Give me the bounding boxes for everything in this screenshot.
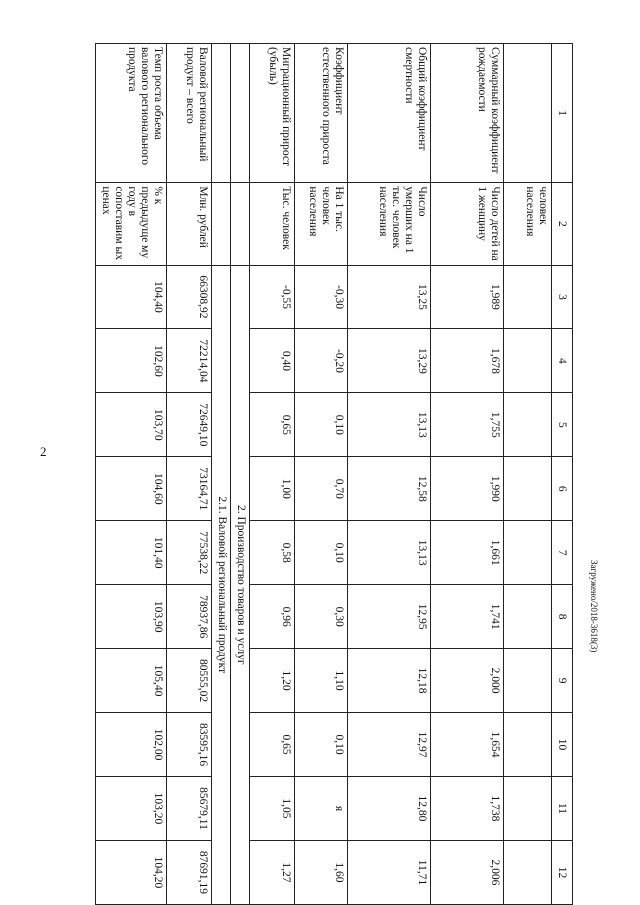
- section-title: 2. Производство товаров и услуг: [231, 265, 250, 904]
- value-cell: 13,13: [348, 393, 431, 457]
- value-cell: 12,18: [348, 649, 431, 713]
- table-row: [504, 44, 552, 905]
- value-cell: 105,40: [96, 649, 167, 713]
- row-unit: На 1 тыс. человек населения: [295, 183, 348, 265]
- table-row: [348, 44, 431, 905]
- value-cell: 2,000: [431, 649, 504, 713]
- header-cell: 2: [552, 183, 573, 265]
- upload-stamp: [587, 560, 601, 860]
- value-cell: 80555,02: [167, 649, 212, 713]
- value-cell: 104,40: [96, 265, 167, 329]
- value-cell: 1,661: [431, 521, 504, 585]
- row-label: Общий коэффициент смертности: [348, 44, 431, 183]
- value-cell: 1,00: [250, 457, 295, 521]
- header-cell: 4: [552, 329, 573, 393]
- row-label: Темп роста объема валового регионального продукта: [96, 44, 167, 183]
- value-cell: [504, 393, 552, 457]
- row-unit: Тыс. человек: [250, 183, 295, 265]
- value-cell: 11,71: [348, 840, 431, 904]
- value-cell: 66308,92: [167, 265, 212, 329]
- value-cell: 1,05: [250, 777, 295, 841]
- value-cell: 1,755: [431, 393, 504, 457]
- value-cell: 101,40: [96, 521, 167, 585]
- section-row: [231, 44, 250, 905]
- value-cell: 0,10: [295, 393, 348, 457]
- subsection-row: [212, 44, 231, 905]
- value-cell: 2,006: [431, 840, 504, 904]
- header-cell: 5: [552, 393, 573, 457]
- value-cell: 0,70: [295, 457, 348, 521]
- header-cell: 3: [552, 265, 573, 329]
- value-cell: 0,65: [250, 393, 295, 457]
- table-row: [167, 44, 212, 905]
- header-cell: 12: [552, 840, 573, 904]
- value-cell: 103,70: [96, 393, 167, 457]
- rotated-table-container: [100, 43, 573, 905]
- table-row: [431, 44, 504, 905]
- value-cell: -0,55: [250, 265, 295, 329]
- stamp-text: Загружено/2018-3618(3): [589, 560, 599, 653]
- value-cell: 12,80: [348, 777, 431, 841]
- value-cell: 13,25: [348, 265, 431, 329]
- header-cell: 7: [552, 521, 573, 585]
- row-unit: человек населения: [504, 183, 552, 265]
- value-cell: 1,678: [431, 329, 504, 393]
- value-cell: 1,990: [431, 457, 504, 521]
- row-label: Коэффициент естественного прироста: [295, 44, 348, 183]
- header-cell: 8: [552, 585, 573, 649]
- value-cell: -0,30: [295, 265, 348, 329]
- subsection-title: 2.1. Валовой региональный продукт: [212, 265, 231, 904]
- value-cell: 83595,16: [167, 713, 212, 777]
- row-label: Миграционный прирост (убыль): [250, 44, 295, 183]
- value-cell: 1,27: [250, 840, 295, 904]
- value-cell: [504, 329, 552, 393]
- value-cell: 1,741: [431, 585, 504, 649]
- value-cell: [504, 585, 552, 649]
- value-cell: 72649,10: [167, 393, 212, 457]
- value-cell: 1,60: [295, 840, 348, 904]
- value-cell: 0,30: [295, 585, 348, 649]
- value-cell: 0,58: [250, 521, 295, 585]
- table-row: [295, 44, 348, 905]
- value-cell: 1,654: [431, 713, 504, 777]
- value-cell: 85679,11: [167, 777, 212, 841]
- data-table: [95, 43, 573, 905]
- value-cell: 72214,04: [167, 329, 212, 393]
- value-cell: 1,10: [295, 649, 348, 713]
- value-cell: 12,58: [348, 457, 431, 521]
- table-row: [250, 44, 295, 905]
- row-unit: % к предыдуще му году в сопоставим ых ценах: [96, 183, 167, 265]
- row-unit: Число умерших на 1 тыс. человек населения: [348, 183, 431, 265]
- value-cell: 77538,22: [167, 521, 212, 585]
- value-cell: 1,738: [431, 777, 504, 841]
- value-cell: [504, 457, 552, 521]
- value-cell: 102,60: [96, 329, 167, 393]
- value-cell: [504, 777, 552, 841]
- value-cell: 104,60: [96, 457, 167, 521]
- value-cell: 13,13: [348, 521, 431, 585]
- value-cell: -0,20: [295, 329, 348, 393]
- value-cell: 0,10: [295, 521, 348, 585]
- table-header-row: [552, 44, 573, 905]
- value-cell: 1,20: [250, 649, 295, 713]
- value-cell: я: [295, 777, 348, 841]
- value-cell: 12,95: [348, 585, 431, 649]
- header-cell: 6: [552, 457, 573, 521]
- row-label: [504, 44, 552, 183]
- value-cell: 13,29: [348, 329, 431, 393]
- value-cell: [504, 840, 552, 904]
- value-cell: 87691,19: [167, 840, 212, 904]
- header-cell: 10: [552, 713, 573, 777]
- row-label: Суммарный коэффициент рождаемости: [431, 44, 504, 183]
- value-cell: 0,40: [250, 329, 295, 393]
- value-cell: [504, 649, 552, 713]
- header-cell: 9: [552, 649, 573, 713]
- row-label: Валовой региональный продукт – всего: [167, 44, 212, 183]
- row-unit: Млн. рублей: [167, 183, 212, 265]
- table-row: [96, 44, 167, 905]
- value-cell: 0,96: [250, 585, 295, 649]
- value-cell: 0,65: [250, 713, 295, 777]
- value-cell: 102,00: [96, 713, 167, 777]
- value-cell: 104,20: [96, 840, 167, 904]
- header-cell: 11: [552, 777, 573, 841]
- value-cell: [504, 521, 552, 585]
- value-cell: [504, 265, 552, 329]
- value-cell: 78937,86: [167, 585, 212, 649]
- value-cell: 103,20: [96, 777, 167, 841]
- value-cell: 0,10: [295, 713, 348, 777]
- value-cell: 1,989: [431, 265, 504, 329]
- value-cell: [504, 713, 552, 777]
- value-cell: 12,97: [348, 713, 431, 777]
- row-unit: Число детей на 1 женщину: [431, 183, 504, 265]
- page-number: 2: [40, 444, 47, 459]
- header-cell: 1: [552, 44, 573, 183]
- value-cell: 73164,71: [167, 457, 212, 521]
- value-cell: 103,90: [96, 585, 167, 649]
